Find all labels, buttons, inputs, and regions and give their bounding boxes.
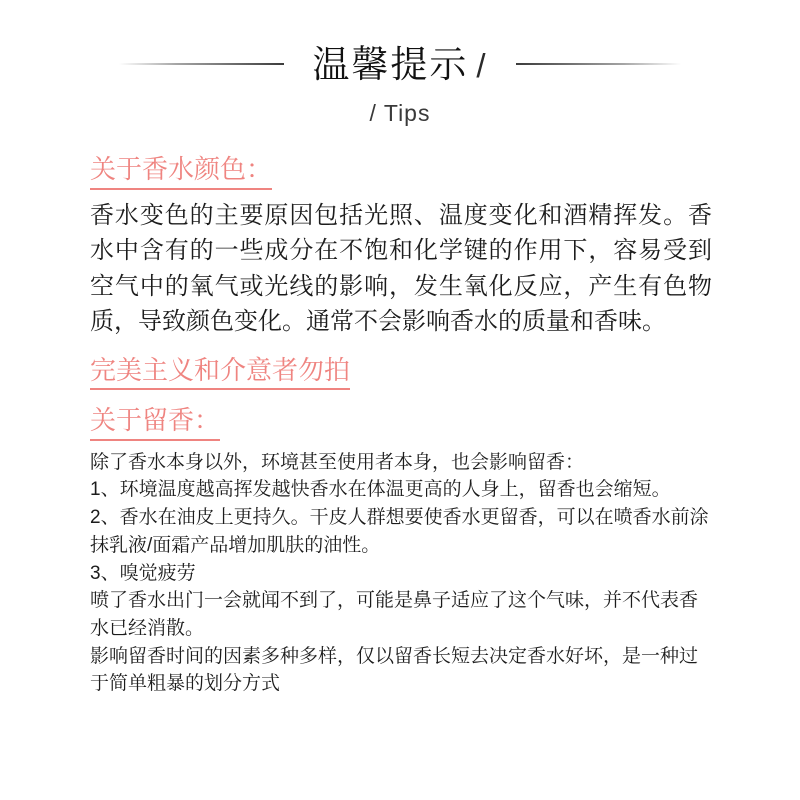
page-title-text: 温馨提示 [312, 43, 469, 85]
section-heading-perfectionist-warning: 完美主义和介意者勿拍 [90, 354, 350, 391]
section-heading-lasting-scent: 关于留香： [90, 404, 220, 441]
section-warning-heading-wrap [90, 354, 712, 391]
lasting-item: 1、环境温度越高挥发越快香水在体温更高的人身上，留香也会缩短。 [90, 479, 671, 501]
section-color-heading-wrap [90, 153, 712, 190]
title-row [0, 40, 800, 88]
page-subtitle: / Tips [369, 100, 431, 126]
title-slash: / [476, 46, 488, 84]
lasting-item: 3、嗅觉疲劳 [90, 562, 196, 584]
paragraph-perfume-color: 香水变色的主要原因包括光照、温度变化和酒精挥发。香水中含有的一些成分在不饱和化学键的作用下，容易受到空气中的氧气或光线的影响，发生氧化反应，产生有色物质，导致颜色变化。通常不会影响香水的质量和香味。 [90, 201, 712, 336]
lasting-item: 喷了香水出门一会就闻不到了，可能是鼻子适应了这个气味，并不代表香水已经消散。 [90, 590, 699, 639]
content-body [0, 153, 800, 698]
lasting-item: 2、香水在油皮上更持久。干皮人群想要使香水更留香，可以在喷香水前涂抹乳液/面霜产品增加肌肤的油性。 [90, 507, 709, 556]
page-title [312, 43, 488, 85]
header-rule-left [119, 63, 284, 65]
lasting-scent-list [90, 449, 712, 699]
section-lasting-heading-wrap [90, 404, 712, 441]
lasting-item: 影响留香时间的因素多种多样，仅以留香长短去决定香水好坏，是一种过于简单粗暴的划分方式 [90, 645, 699, 695]
section-heading-perfume-color: 关于香水颜色： [90, 153, 272, 190]
page-header [0, 0, 800, 127]
header-rule-right [516, 63, 681, 65]
lasting-intro: 除了香水本身以外，环境甚至使用者本身，也会影响留香： [90, 451, 585, 473]
